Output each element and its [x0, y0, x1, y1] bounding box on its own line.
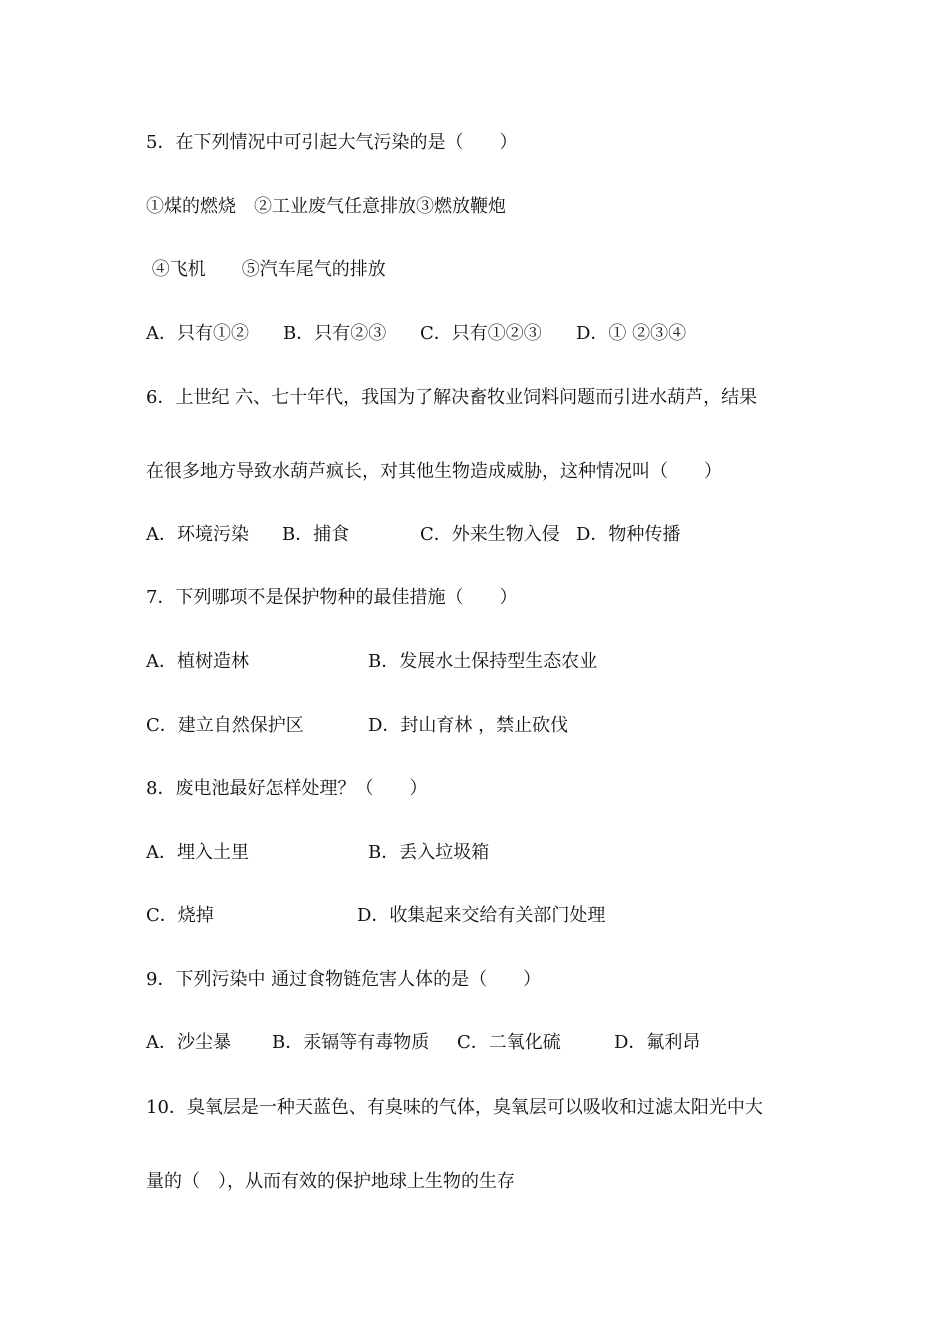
- question-5-items-line-2: ④飞机 ⑤汽车尾气的排放: [146, 259, 386, 280]
- question-8-stem: 8．废电池最好怎样处理？（ ）: [146, 778, 428, 799]
- question-6-stem-line-1: 6．上世纪 六、七十年代，我国为了解决畜牧业饲料问题而引进水葫芦，结果: [146, 387, 758, 408]
- question-5-option-b: B．只有②③: [283, 323, 387, 344]
- question-5-items-line-1: ①煤的燃烧 ②工业废气任意排放③燃放鞭炮: [146, 196, 506, 217]
- question-8-option-b: B．丢入垃圾箱: [368, 842, 490, 863]
- question-10-stem-line-1: 10．臭氧层是一种天蓝色、有臭味的气体，臭氧层可以吸收和过滤太阳光中大: [146, 1097, 763, 1118]
- question-8-option-c: C．烧掉: [146, 905, 214, 926]
- question-7-option-d: D．封山育林 ，禁止砍伐: [368, 715, 569, 736]
- question-6-stem-line-2: 在很多地方导致水葫芦疯长，对其他生物造成威胁，这种情况叫（ ）: [146, 461, 722, 482]
- question-6-option-d: D．物种传播: [576, 524, 681, 545]
- question-10-stem-line-2: 量的（ ），从而有效的保护地球上生物的生存: [146, 1171, 515, 1192]
- question-8-option-d: D．收集起来交给有关部门处理: [357, 905, 606, 926]
- question-9-stem: 9．下列污染中 通过食物链危害人体的是（ ）: [146, 969, 542, 990]
- question-7-option-c: C．建立自然保护区: [146, 715, 304, 736]
- question-6-option-c: C．外来生物入侵: [420, 524, 560, 545]
- question-5-stem: 5．在下列情况中可引起大气污染的是（ ）: [146, 132, 518, 153]
- question-9-option-d: D．氟利昂: [614, 1032, 701, 1053]
- question-5-option-a: A．只有①②: [146, 323, 249, 344]
- question-9-option-b: B．汞镉等有毒物质: [272, 1032, 430, 1053]
- question-7-stem: 7．下列哪项不是保护物种的最佳措施（ ）: [146, 587, 518, 608]
- question-9-option-a: A．沙尘暴: [146, 1032, 231, 1053]
- question-5-option-c: C．只有①②③: [420, 323, 542, 344]
- question-7-option-b: B．发展水土保持型生态农业: [368, 651, 598, 672]
- question-8-option-a: A．埋入土里: [146, 842, 249, 863]
- question-9-option-c: C．二氧化硫: [457, 1032, 561, 1053]
- question-6-option-a: A．环境污染: [146, 524, 249, 545]
- question-6-option-b: B．捕食: [282, 524, 350, 545]
- question-7-option-a: A．植树造林: [146, 651, 249, 672]
- question-5-option-d: D．① ②③④: [576, 323, 687, 344]
